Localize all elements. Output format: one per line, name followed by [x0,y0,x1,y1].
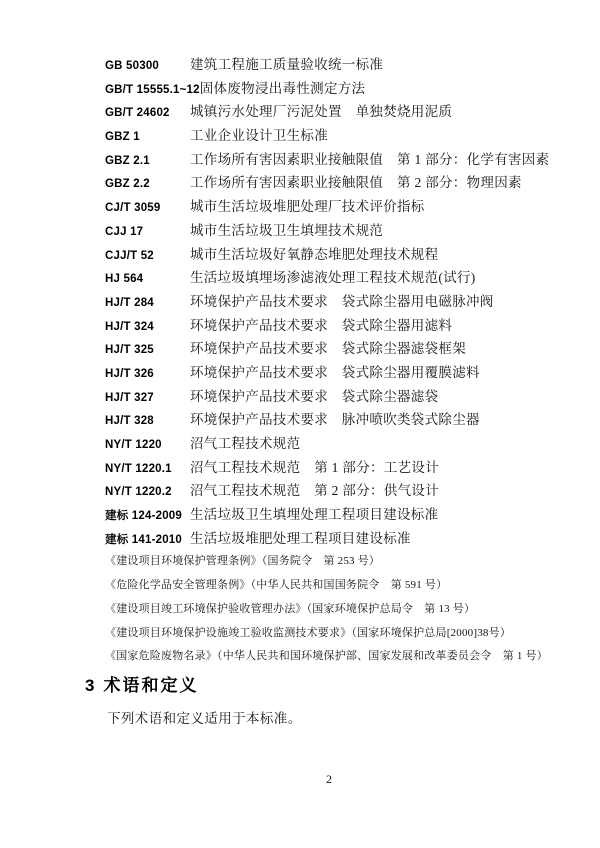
standard-title: 沼气工程技术规范 [190,436,301,451]
standard-reference-row [105,243,570,267]
standard-reference-row [105,171,570,195]
standard-title: 环境保护产品技术要求 袋式除尘器用覆膜滤料 [190,364,480,380]
standard-reference-row [105,195,570,219]
standard-code: GB/T 24602 [105,107,170,120]
standard-title: 城市生活垃圾堆肥处理厂技术评价指标 [190,199,425,215]
standard-title: 生活垃圾堆肥处理工程项目建设标准 [190,530,411,546]
section-number: 3 [85,675,95,695]
standard-code: GBZ 1 [105,131,140,144]
standard-title: 工作场所有害因素职业接触限值 第 2 部分：物理因素 [190,175,522,191]
regulation-reference-row [105,574,570,598]
standard-title: 生活垃圾填埋场渗滤液处理工程技术规范(试行) [190,270,476,286]
standard-reference-row [105,456,570,480]
standard-code: GB/T 15555.1~12 [105,83,200,96]
page-content [85,53,570,727]
standard-code: GB 50300 [105,60,160,72]
standard-reference-row [105,385,570,409]
section-title: 术语和定义 [103,675,199,695]
standard-reference-row [105,314,570,338]
regulation-reference-row [105,622,570,646]
page-number: 2 [326,772,332,786]
standard-code: CJJ 17 [105,225,144,238]
standard-reference-row [105,124,570,148]
standard-code: CJJ/T 52 [105,249,154,262]
standard-code: HJ/T 284 [105,296,154,309]
standard-code: NY/T 1220 [105,439,162,451]
standard-title: 环境保护产品技术要求 袋式除尘器滤袋 [190,388,439,404]
standard-reference-row [105,527,570,551]
standard-title: 环境保护产品技术要求 袋式除尘器用滤料 [190,317,453,333]
standard-reference-row [105,361,570,385]
regulation-title: 《建设项目环境保护管理条例》（国务院令 第 253 号） [105,555,381,568]
standard-title: 生活垃圾卫生填埋处理工程项目建设标准 [190,507,439,523]
standard-reference-row [105,479,570,503]
standard-reference-row [105,219,570,243]
standard-reference-row [105,266,570,290]
regulation-title: 《国家危险废物名录》（中华人民共和国环境保护部、国家发展和改革委员会令 第 1 号） [105,650,548,663]
standard-code: CJ/T 3059 [105,202,161,215]
standard-reference-row [105,148,570,172]
standard-code: HJ 564 [105,273,144,286]
standard-reference-row [105,100,570,124]
standard-reference-row [105,408,570,432]
standard-reference-row [105,432,570,456]
standard-title: 工作场所有害因素职业接触限值 第 1 部分：化学有害因素 [190,151,550,167]
standard-code: HJ/T 325 [105,344,154,357]
standard-title: 环境保护产品技术要求 脉冲喷吹类袋式除尘器 [190,412,480,428]
standard-reference-row [105,77,570,101]
standard-reference-row [105,53,570,77]
standard-code: GBZ 2.1 [105,154,150,167]
standard-title: 沼气工程技术规范 第 1 部分：工艺设计 [190,459,439,475]
standard-title: 建筑工程施工质量验收统一标准 [190,57,384,72]
standard-code: HJ/T 328 [105,415,154,428]
standard-code: HJ/T 326 [105,367,154,380]
standard-code: NY/T 1220.1 [105,462,172,475]
standard-reference-row [105,290,570,314]
standard-code: 建标 124-2009 [105,510,182,523]
standard-title: 城镇污水处理厂污泥处置 单独焚烧用泥质 [190,104,453,120]
standard-title: 固体废物浸出毒性测定方法 [199,80,366,96]
standard-code: GBZ 2.2 [105,178,150,191]
standard-title: 城市生活垃圾好氧静态堆肥处理技术规程 [190,246,439,262]
regulation-title: 《建设项目环境保护设施竣工验收监测技术要求》（国家环境保护总局[2000]38号） [105,626,512,639]
standard-title: 城市生活垃圾卫生填埋技术规范 [190,222,384,238]
standard-title: 工业企业设计卫生标准 [190,128,328,144]
regulation-reference-row [105,550,570,574]
standard-reference-row [105,503,570,527]
standard-title: 沼气工程技术规范 第 2 部分：供气设计 [190,483,439,499]
standard-code: 建标 141-2010 [105,533,182,546]
regulation-reference-row [105,598,570,622]
standard-title: 环境保护产品技术要求 袋式除尘器用电磁脉冲阀 [190,293,494,309]
standard-code: HJ/T 324 [105,320,154,333]
standard-code: NY/T 1220.2 [105,486,172,499]
section-paragraph: 下列术语和定义适用于本标准。 [107,710,302,726]
section-heading [85,676,570,696]
regulation-title: 《危险化学品安全管理条例》（中华人民共和国国务院令 第 591 号） [105,579,448,592]
regulation-reference-row [105,645,570,669]
standard-code: HJ/T 327 [105,391,154,404]
standard-reference-row [105,337,570,361]
standard-title: 环境保护产品技术要求 袋式除尘器滤袋框架 [190,341,466,357]
regulation-title: 《建设项目竣工环境保护验收管理办法》（国家环境保护总局令 第 13 号） [105,602,476,615]
